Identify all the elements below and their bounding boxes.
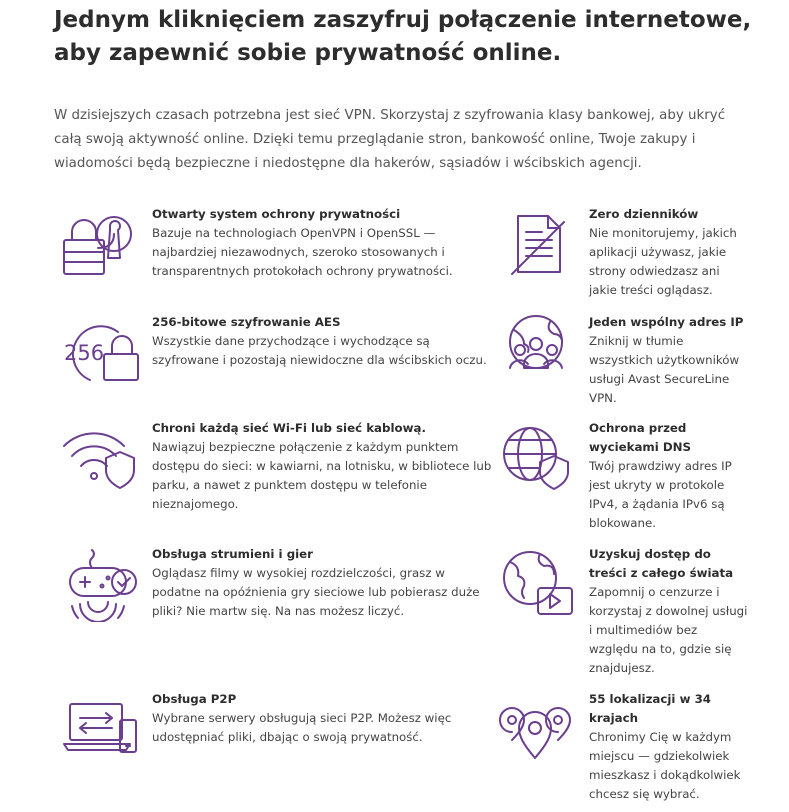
intro-paragraph: W dzisiejszych czasach potrzebna jest sieć VPN. Skorzystaj z szyfrowania klasy bankowej, aby ukryć całą swoją aktywność online. Dzięki temu przeglądanie stron, bankowość online, Twoje zakupy i wiadomości będą bezpieczne i niedostępne dla hakerów, sąsiadów i wścibskich agencji.	[54, 108, 726, 171]
gamepad-check-icon	[58, 548, 142, 622]
feature-desc: Zniknij w tłumie wszystkich użytkowników usługi Avast SecureLine VPN.	[589, 334, 740, 405]
feature-desc: Wszystkie dane przychodzące i wychodzące są szyfrowane i pozostają niewidoczne dla wścibskich oczu.	[152, 334, 487, 367]
globe-shield-icon	[500, 424, 572, 490]
feature-desc: Twój prawdziwy adres IP jest ukryty w protokole IPv4, a żądania IPv6 są blokowane.	[589, 459, 732, 530]
feature-title: Otwarty system ochrony prywatności	[152, 207, 401, 221]
feature-title: 256-bitowe szyfrowanie AES	[152, 315, 341, 329]
feature-title: Chroni każdą sieć Wi-Fi lub sieć kablową.	[152, 421, 426, 435]
globe-play-icon	[500, 548, 576, 618]
laptop-transfer-icon	[62, 698, 142, 760]
feature-title: Zero dzienników	[589, 207, 699, 221]
feature-title: Ochrona przed wyciekami DNS	[589, 421, 692, 454]
feature-desc: Oglądasz filmy w wysokiej rozdzielczości, grasz w podatne na opóźnienia gry sieciowe lub pobierasz duże pliki? Nie martw się. Na nas możesz liczyć.	[152, 566, 480, 618]
feature-desc: Nawiązuj bezpieczne połączenie z każdym punktem dostępu do sieci: w kawiarni, na lotnisku, w bibliotece lub parku, a nawet z punktem dostępu w telefonie nieznajomego.	[152, 440, 492, 511]
feature-desc: Chronimy Cię w każdym miejscu — gdziekolwiek mieszkasz i dokądkolwiek chcesz się wybrać.	[589, 730, 741, 801]
aes-badge-text: 256	[64, 341, 105, 365]
globe-people-icon	[500, 314, 572, 376]
feature-title: Obsługa strumieni i gier	[152, 547, 314, 561]
feature-desc: Wybrane serwery obsługują sieci P2P. Możesz więc udostępniać pliki, dbając o swoją prywatność.	[152, 711, 452, 744]
feature-desc: Zapomnij o cenzurze i korzystaj z dowolnej usługi i multimediów bez względu na to, gdzie się znajdujesz.	[589, 585, 748, 675]
no-log-document-icon	[508, 212, 568, 278]
feature-desc: Nie monitorujemy, jakich aplikacji używasz, jakie strony odwiedzasz ani jakie treści oglądasz.	[589, 226, 737, 297]
padlock-keyhole-icon	[60, 212, 138, 278]
feature-title: Obsługa P2P	[152, 692, 237, 706]
feature-title: Uzyskuj dostęp do treści z całego świata	[589, 547, 734, 580]
feature-desc: Bazuje na technologiach OpenVPN i OpenSSL — najbardziej niezawodnych, szeroko stosowanych i transparentnych protokołach ochrony prywatności.	[152, 226, 453, 278]
feature-title: 55 lokalizacji w 34 krajach	[589, 692, 712, 725]
feature-title: Jeden wspólny adres IP	[589, 315, 744, 329]
location-pins-icon	[498, 698, 572, 762]
headline: Jednym kliknięciem zaszyfruj połączenie internetowe, aby zapewnić sobie prywatność online.	[54, 7, 752, 66]
wifi-shield-icon	[60, 424, 140, 490]
aes-256-lock-icon	[60, 318, 140, 384]
